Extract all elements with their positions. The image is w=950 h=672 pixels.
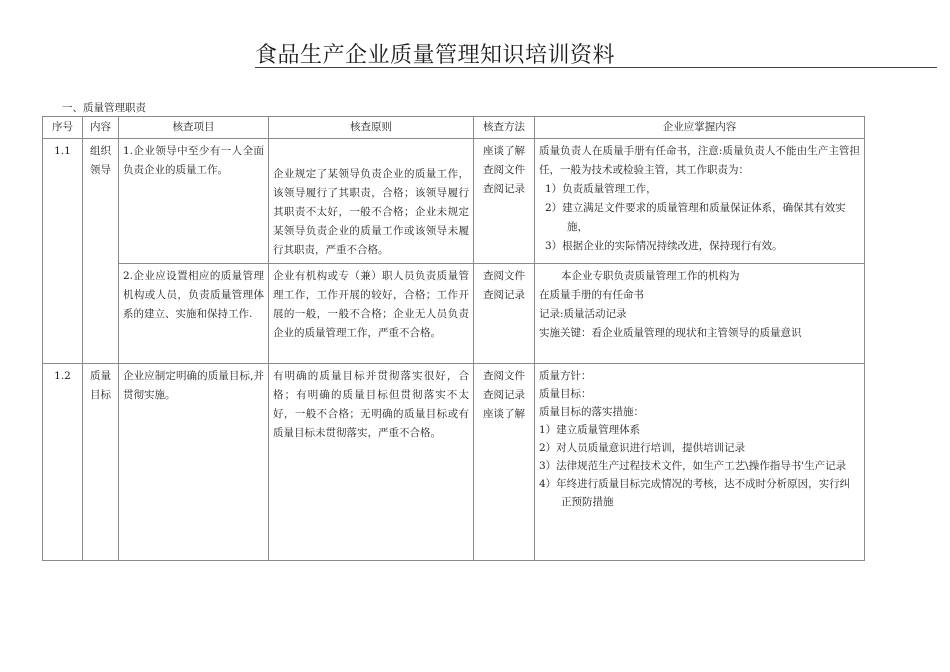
mastery-line: 质量方针： [539,370,592,382]
mastery-list-item: 4）年终进行质量目标完成情况的考核，达不成时分析原因，实行纠正预防措施 [539,478,851,508]
mastery-line: 实施关键：看企业质量管理的现状和主管领导的质量意识 [539,327,802,339]
check-item: 2.企业应设置相应的质量管理机构或人员，负责质量管理体系的建立、实施和保持工作. [119,264,269,364]
mastery-line: 质量目标： [539,388,592,400]
check-principle-text: 企业规定了某领导负责企业的质量工作，该领导履行了其职责，合格；该领导履行其职责不太好，一般不合格；企业未规定某领导负责企业的质量工作或该领导未履行其职责，严重不合格。 [273,168,469,256]
table-row [43,364,865,561]
check-item: 1.企业领导中至少有一人全面负责企业的质量工作。 [119,139,269,264]
check-item: 企业应制定明确的质量目标,并贯彻实施。 [119,364,269,561]
mastery-line: 质量目标的落实措施： [539,406,644,418]
header-method: 核查方法 [474,117,535,139]
mastery-list-item: 2）对人员质量意识进行培训，提供培训记录 [539,442,746,454]
mastery-cell [535,264,865,364]
inspection-table [42,116,865,561]
header-item: 核查项目 [119,117,269,139]
check-principle: 企业有机构或专（兼）职人员负责质量管理工作，工作开展的较好，合格；工作开展的一般，一般不合格；企业无人员负责企业的质量管理工作，严重不合格。 [269,264,474,364]
check-principle: 有明确的质量目标并贯彻落实很好，合格；有明确的质量目标但贯彻落实不太好，一般不合格；无明确的质量目标或有质量目标未贯彻落实，严重不合格。 [269,364,474,561]
table-row [43,264,865,364]
header-mastery: 企业应掌握内容 [535,117,865,139]
check-principle [269,139,474,264]
row-number: 1.2 [43,364,83,561]
mastery-list-item: 1）建立质量管理体系 [539,424,641,436]
header-principle: 核查原则 [269,117,474,139]
mastery-list-item [539,199,860,237]
check-method: 查阅文件查阅记录座谈了解 [474,364,535,561]
check-method: 座谈了解查阅文件查阅记录 [474,139,535,264]
mastery-list-item: 1）负责质量管理工作， [545,183,657,195]
mastery-list-item: 3）法律规范生产过程技术文件，如生产工艺\操作指导书'生产记录 [539,460,847,472]
document-title: 食品生产企业质量管理知识培训资料 [255,43,616,68]
mastery-intro: 质量负责人在质量手册有任命书，注意:质量负责人不能由生产主管担任，一般为技术或检验主管，其工作职责为： [539,145,860,176]
header-no: 序号 [43,117,83,139]
mastery-line: 本企业专职负责质量管理工作的机构为 [561,270,740,282]
mastery-list-item: 3）根据企业的实际情况持续改进，保持现行有效。 [545,240,783,252]
mastery-line: 在质量手册的有任命书 [539,289,644,301]
row-content: 组织领导 [83,139,119,364]
mastery-cell [535,139,865,264]
table-header-row [43,117,865,139]
mastery-cell [535,364,865,561]
row-content: 质量目标 [83,364,119,561]
check-method: 查阅文件查阅记录 [474,264,535,364]
header-content: 内容 [83,117,119,139]
row-number: 1.1 [43,139,83,364]
mastery-list-item-text: 2）建立满足文件要求的质量管理和质量保证体系，确保其有效实施， [545,202,846,233]
title-underline [255,67,937,68]
table-row [43,139,865,264]
section-heading: 一、质量管理职责 [62,102,146,114]
mastery-line: 记录:质量活动记录 [539,308,627,320]
